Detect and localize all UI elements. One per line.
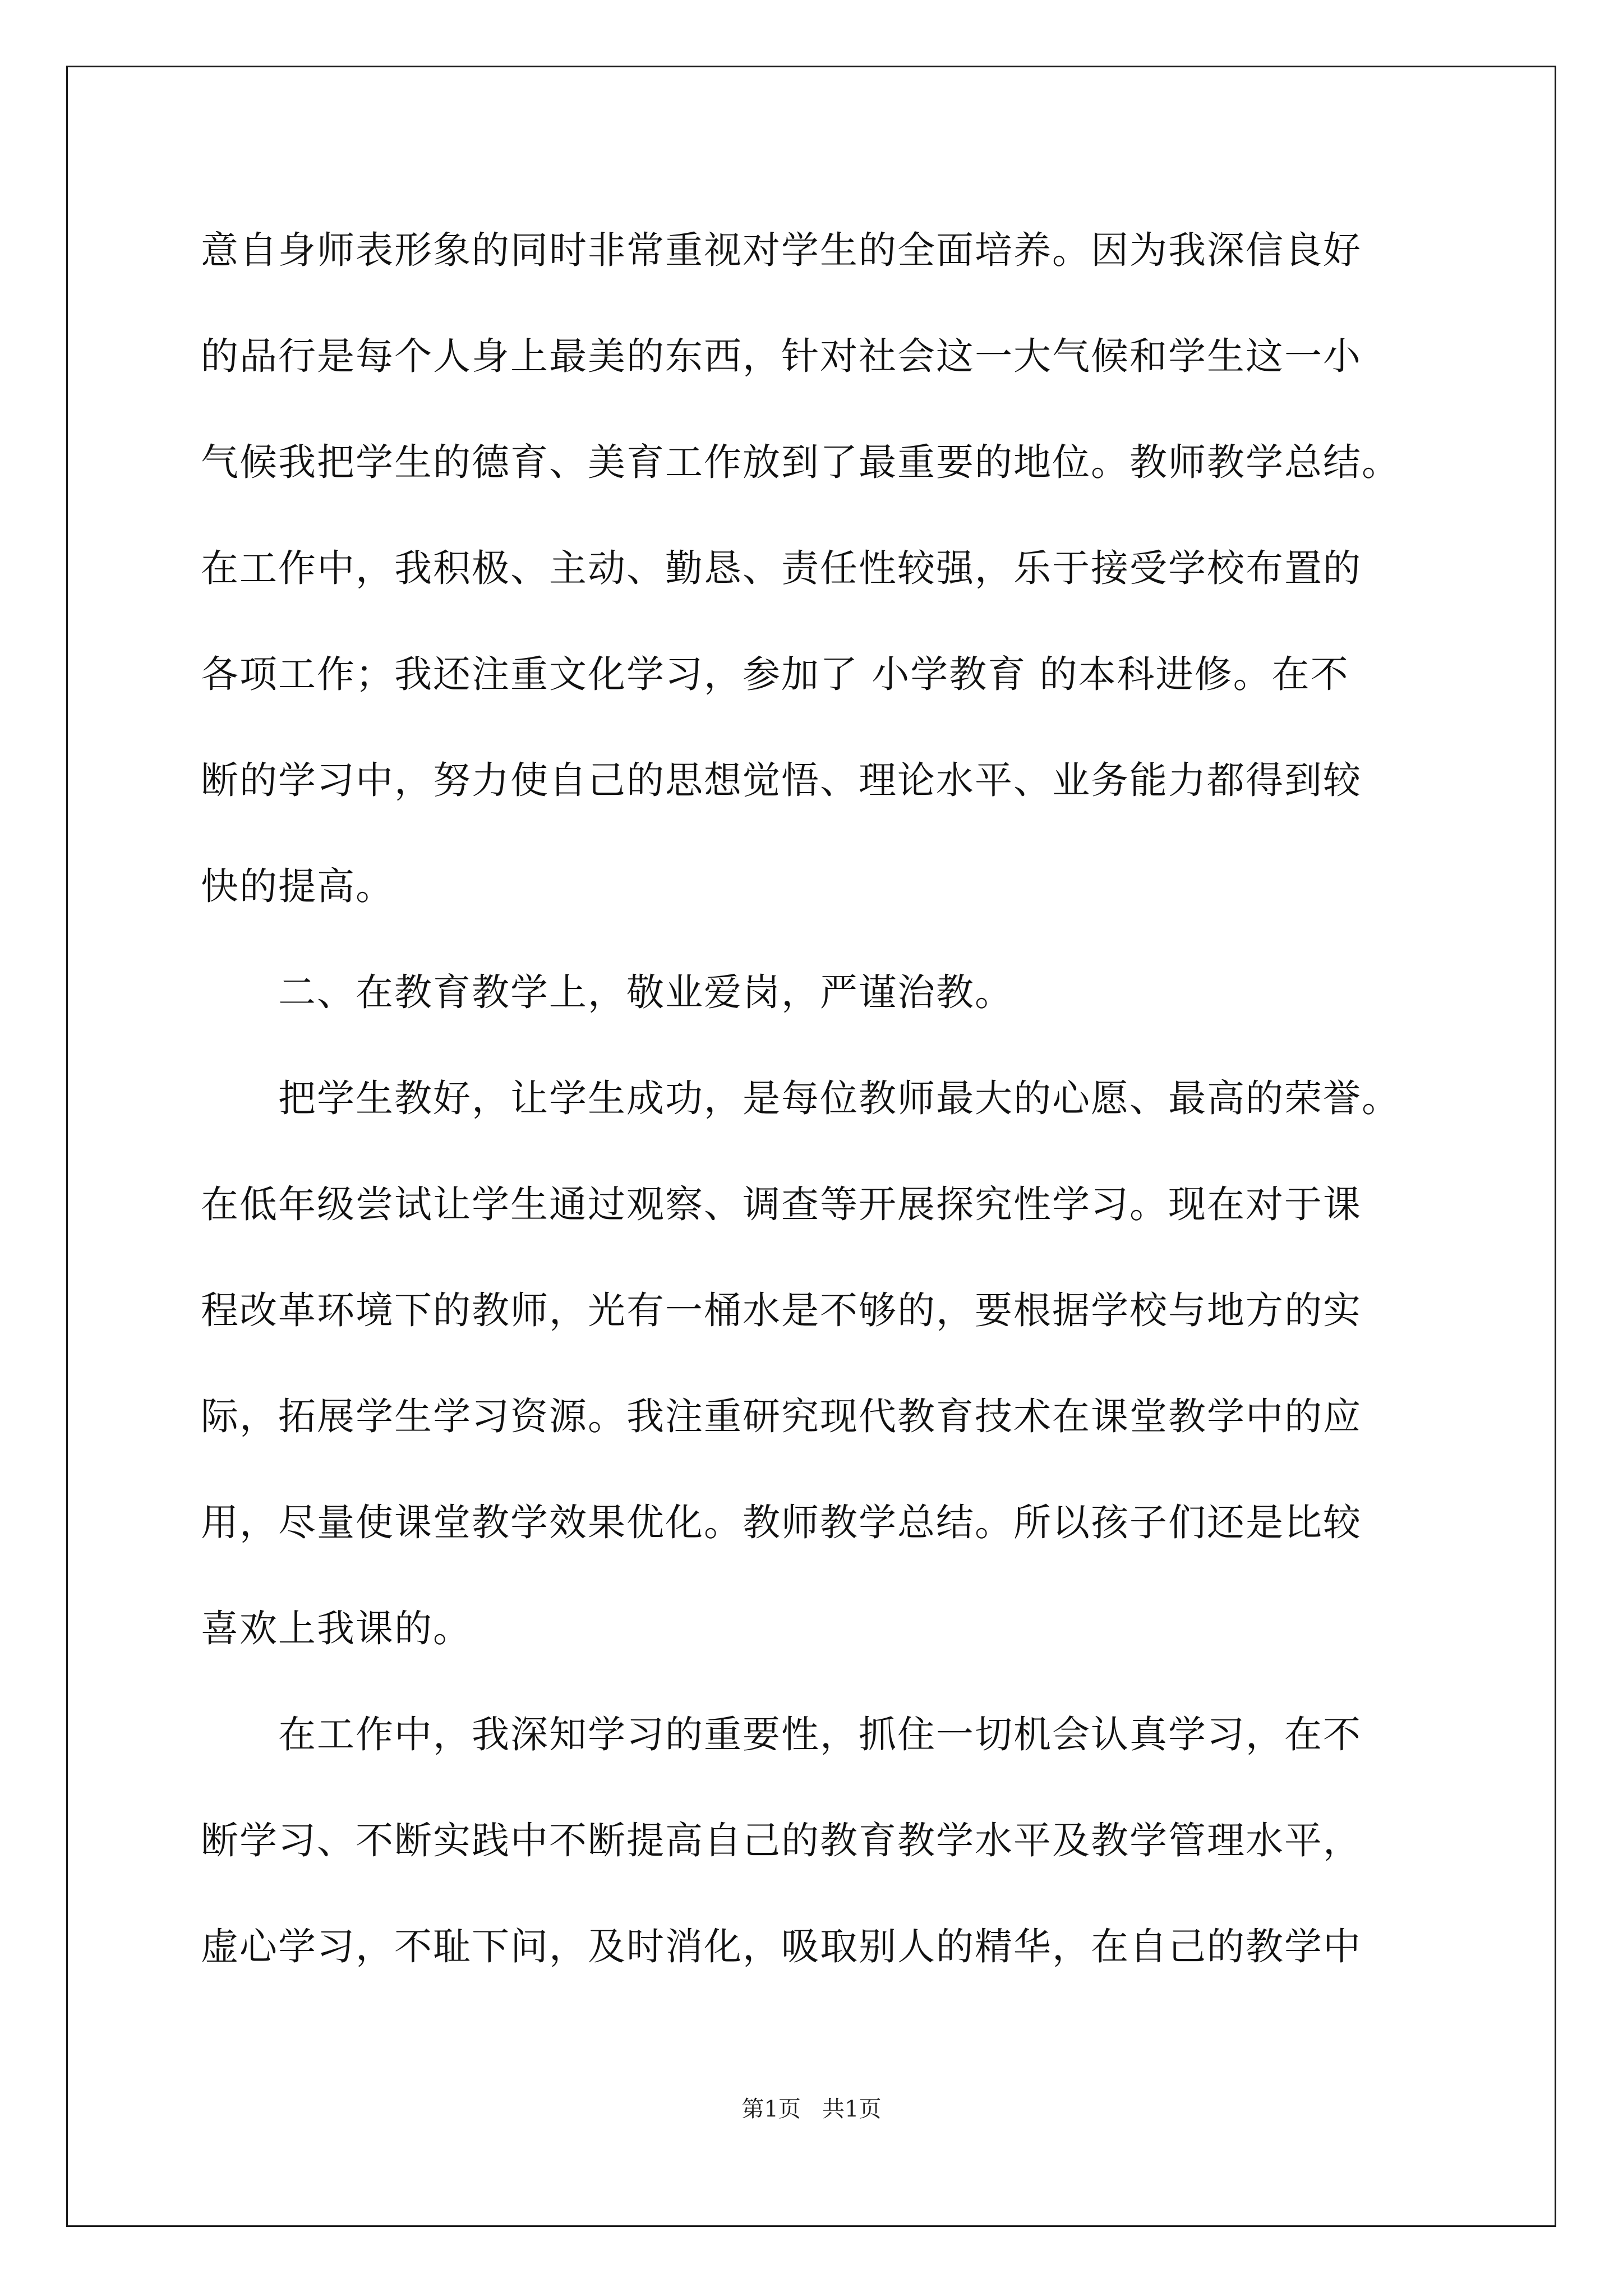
document-body — [201, 213, 1435, 2016]
text-line: 快的提高。 — [201, 864, 394, 908]
text-line: 的品行是每个人身上最美的东西，针对社会这一大气候和学生这一小 — [201, 334, 1362, 378]
text-line: 气候我把学生的德育、美育工作放到了最重要的地位。教师教学总结。 — [201, 440, 1400, 484]
text-line: 断学习、不断实践中不断提高自己的教育教学水平及教学管理水平， — [201, 1819, 1362, 1862]
text-line: 虚心学习，不耻下问，及时消化，吸取别人的精华，在自己的教学中 — [201, 1925, 1362, 1968]
text-line: 在工作中，我积极、主动、勤恳、责任性较强，乐于接受学校布置的 — [201, 546, 1362, 590]
text-line: 在工作中，我深知学习的重要性，抓住一切机会认真学习，在不 — [201, 1713, 1362, 1756]
text-line: 把学生教好，让学生成功，是每位教师最大的心愿、最高的荣誉。 — [201, 1076, 1400, 1120]
text-line: 在低年级尝试让学生通过观察、调查等开展探究性学习。现在对于课 — [201, 1182, 1362, 1226]
page-number-footer: 第1页 共1页 — [741, 2096, 882, 2122]
text-line: 用，尽量使课堂教学效果优化。教师教学总结。所以孩子们还是比较 — [201, 1501, 1362, 1544]
text-line: 程改革环境下的教师，光有一桶水是不够的，要根据学校与地方的实 — [201, 1289, 1362, 1332]
text-line: 际，拓展学生学习资源。我注重研究现代教育技术在课堂教学中的应 — [201, 1395, 1362, 1438]
text-line: 意自身师表形象的同时非常重视对学生的全面培养。因为我深信良好 — [201, 228, 1362, 272]
section-heading: 二、在教育教学上，敬业爱岗，严谨治教。 — [201, 970, 1013, 1014]
text-line: 喜欢上我课的。 — [201, 1607, 472, 1650]
text-line: 断的学习中，努力使自己的思想觉悟、理论水平、业务能力都得到较 — [201, 758, 1362, 802]
text-line: 各项工作；我还注重文化学习，参加了 小学教育 的本科进修。在不 — [201, 652, 1349, 696]
